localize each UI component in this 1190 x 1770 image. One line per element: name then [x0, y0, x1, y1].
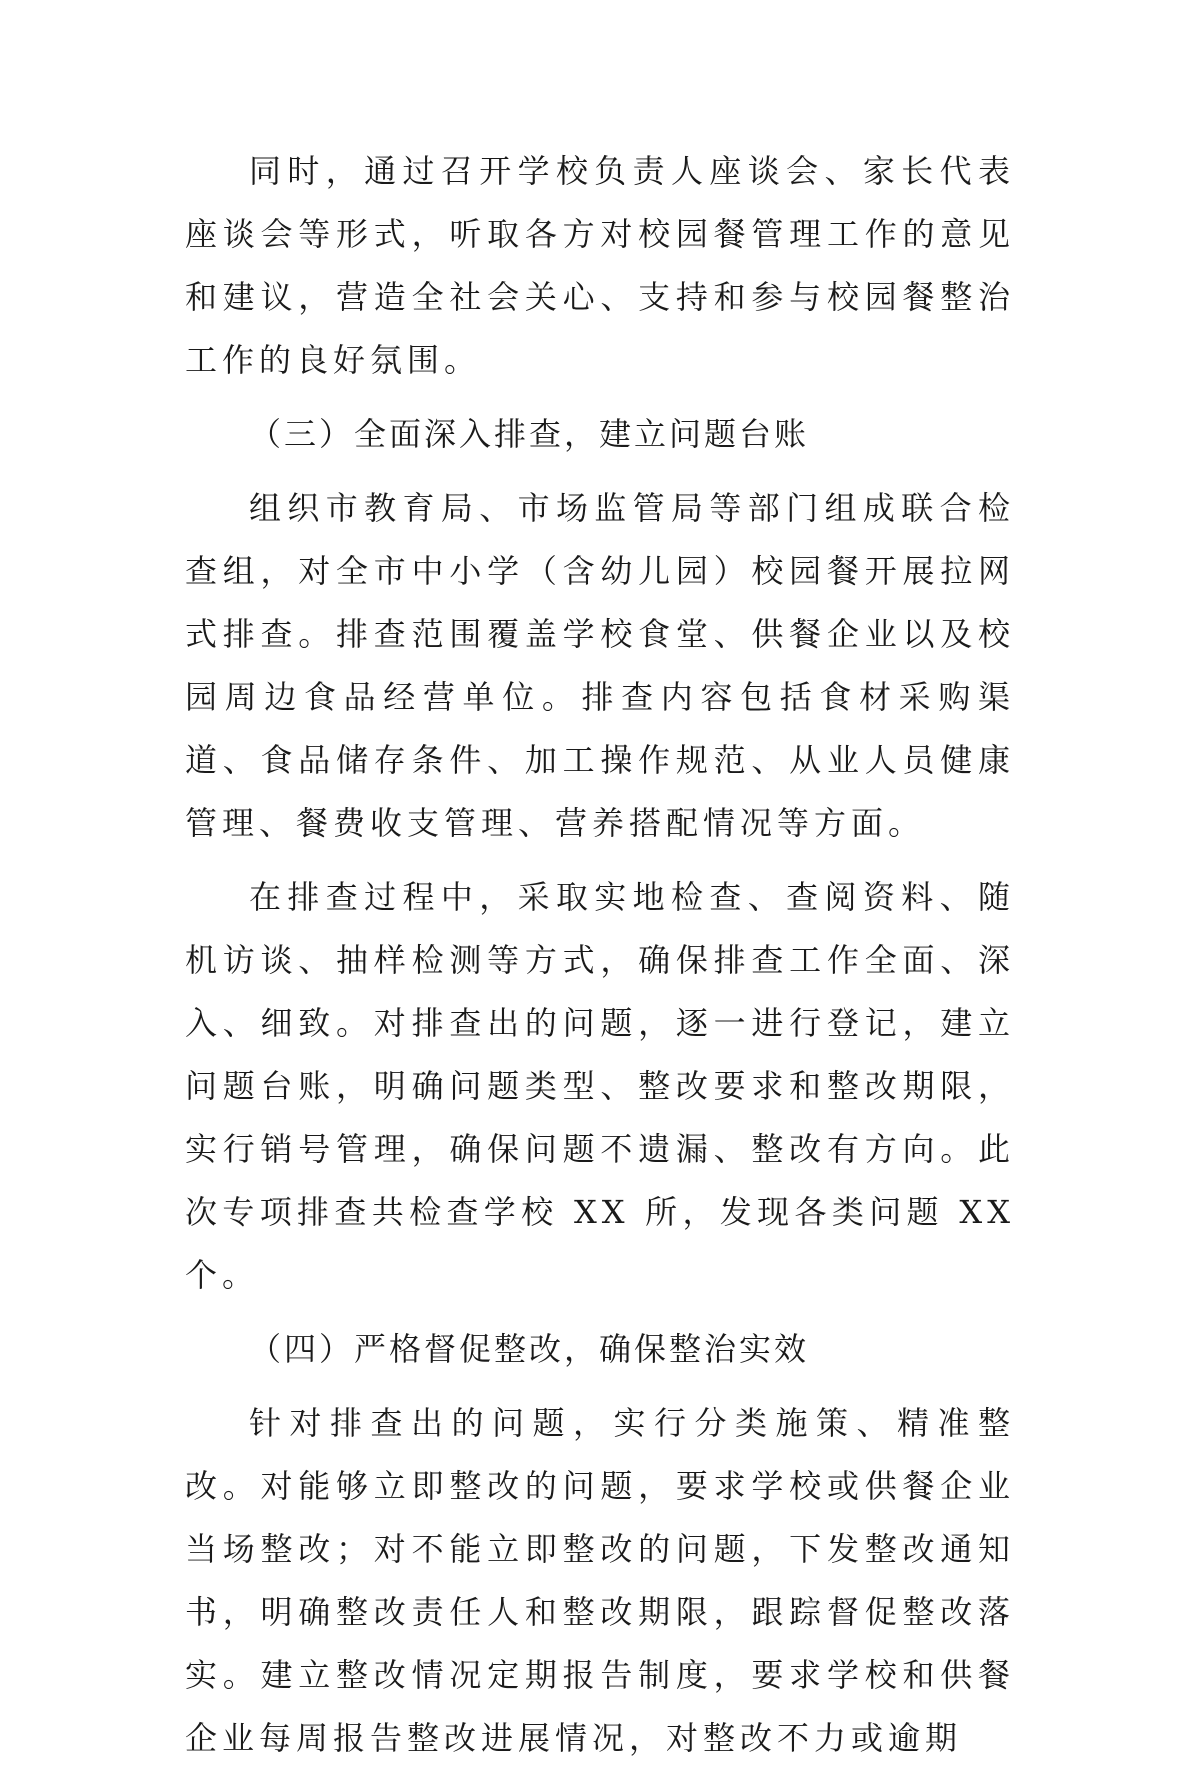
paragraph-inspection-scope: 组织市教育局、市场监管局等部门组成联合检查组，对全市中小学（含幼儿园）校园餐开展拉网式排查。排查范围覆盖学校食堂、供餐企业以及校园周边食品经营单位。排查内容包括食材采购渠道、食品储存条件、加工操作规范、从业人员健康管理、餐费收支管理、营养搭配情况等方面。 [185, 489, 1015, 842]
document-body [185, 140, 1015, 1770]
section-heading-3: （三）全面深入排查，建立问题台账 [249, 415, 810, 453]
paragraph-inspection-process: 在排查过程中，采取实地检查、查阅资料、随机访谈、抽样检测等方式，确保排查工作全面、深入、细致。对排查出的问题，逐一进行登记，建立问题台账，明确问题类型、整改要求和整改期限，实行销号管理，确保问题不遗漏、整改有方向。此次专项排查共检查学校 XX 所，发现各类问题 XX 个。 [185, 878, 1015, 1294]
paragraph-rectification: 针对排查出的问题，实行分类施策、精准整改。对能够立即整改的问题，要求学校或供餐企业当场整改；对不能立即整改的问题，下发整改通知书，明确整改责任人和整改期限，跟踪督促整改落实。建立整改情况定期报告制度，要求学校和供餐企业每周报告整改进展情况，对整改不力或逾期 [185, 1404, 1015, 1757]
section-heading-4: （四）严格督促整改，确保整治实效 [249, 1330, 810, 1368]
paragraph-intro-meetings: 同时，通过召开学校负责人座谈会、家长代表座谈会等形式，听取各方对校园餐管理工作的意见和建议，营造全社会关心、支持和参与校园餐整治工作的良好氛围。 [185, 152, 1015, 379]
